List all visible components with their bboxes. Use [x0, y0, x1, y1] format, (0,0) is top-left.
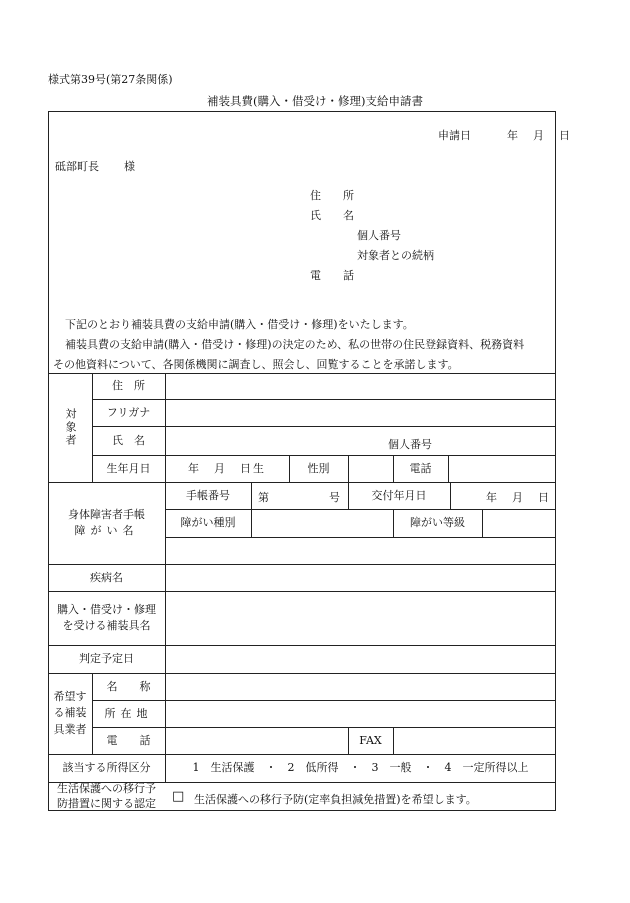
transition-label-line1: 生活保護への移行予	[57, 782, 156, 796]
statement-line-1: 下記のとおり補装具費の支給申請(購入・借受け・修理)をいたします。	[65, 318, 414, 331]
rule	[165, 537, 556, 538]
rule	[448, 455, 449, 482]
applicant-address-label: 住 所	[310, 189, 354, 202]
subject-individual-number-label: 個人番号	[388, 438, 432, 451]
issue-date-field[interactable]: 年 月 日	[486, 491, 551, 504]
applicant-name-label: 氏 名	[310, 209, 354, 222]
notebook-number-prefix: 第	[258, 491, 269, 504]
rule	[348, 455, 349, 482]
income-category-label: 該当する所得区分	[62, 761, 151, 775]
subject-address-label: 住 所	[112, 379, 145, 393]
statement-line-3: その他資料について、各関係機関に調査し、照会し、回覧することを承諾します。	[53, 358, 459, 371]
notebook-number-label: 手帳番号	[186, 488, 230, 502]
rule	[450, 482, 451, 509]
device-label-line1: 購入・借受け・修理	[57, 603, 156, 617]
transition-label	[48, 782, 165, 811]
rule	[393, 727, 394, 754]
subject-furigana-label: フリガナ	[106, 405, 151, 419]
notebook-number-suffix: 号	[329, 491, 340, 504]
income-category-options[interactable]: 1 生活保護 ・ 2 低所得 ・ 3 一般 ・ 4 一定所得以上	[192, 761, 529, 775]
applicant-phone-label: 電 話	[310, 269, 354, 282]
applicant-individual-number-label: 個人番号	[357, 229, 401, 242]
device-label	[48, 591, 165, 645]
transition-statement: 生活保護への移行予防(定率負担減免措置)を希望します。	[194, 793, 477, 806]
vendor-section-label	[48, 673, 92, 754]
vendor-location-label: 所在地	[104, 706, 153, 720]
judgment-date-label: 判定予定日	[79, 652, 134, 666]
application-date-field[interactable]: 年 月 日	[507, 129, 572, 142]
transition-label-line2: 防措置に関する認定	[57, 796, 156, 810]
vendor-fax-label: FAX	[359, 733, 382, 747]
vendor-phone-label: 電 話	[106, 733, 151, 747]
form-number: 様式第39号(第27条関係)	[48, 73, 173, 86]
vendor-section-label-line1: 希望す	[53, 689, 87, 703]
transition-checkbox[interactable]: □	[172, 789, 185, 804]
application-date-label: 申請日	[438, 129, 471, 142]
rule	[251, 482, 252, 537]
rule	[482, 509, 483, 537]
issue-date-label: 交付年月日	[371, 488, 427, 502]
subject-section-label: 対象者	[63, 408, 77, 447]
disease-label: 疾病名	[90, 570, 123, 584]
disability-type-label: 障がい種別	[180, 516, 236, 530]
subject-birthdate-field[interactable]: 年 月 日生	[188, 461, 266, 475]
form-title: 補装具費(購入・借受け・修理)支給申請書	[207, 94, 423, 108]
vendor-section-label-line3: 具業者	[53, 722, 87, 736]
vendor-name-label: 名 称	[106, 679, 151, 693]
subject-gender-label: 性別	[307, 461, 330, 475]
addressee-honorific: 様	[124, 160, 135, 173]
disability-section-label	[48, 482, 165, 564]
subject-phone-label: 電話	[409, 461, 432, 475]
vendor-section-label-line2: る補装	[53, 706, 87, 720]
disability-section-label-line1: 身体障害者手帳	[68, 508, 145, 522]
device-label-line2: を受ける補装具名	[62, 619, 151, 632]
addressee: 砥部町長	[55, 160, 99, 173]
subject-name-label: 氏 名	[112, 433, 145, 447]
rule	[165, 373, 166, 782]
disability-grade-label: 障がい等級	[410, 516, 465, 530]
statement-line-2: 補装具費の支給申請(購入・借受け・修理)の決定のため、私の世帯の住民登録資料、税務資料	[65, 338, 525, 351]
disability-section-label-line2: 障がい名	[74, 524, 139, 537]
applicant-relationship-label: 対象者との続柄	[357, 249, 434, 262]
subject-birthdate-label: 生年月日	[106, 461, 151, 475]
